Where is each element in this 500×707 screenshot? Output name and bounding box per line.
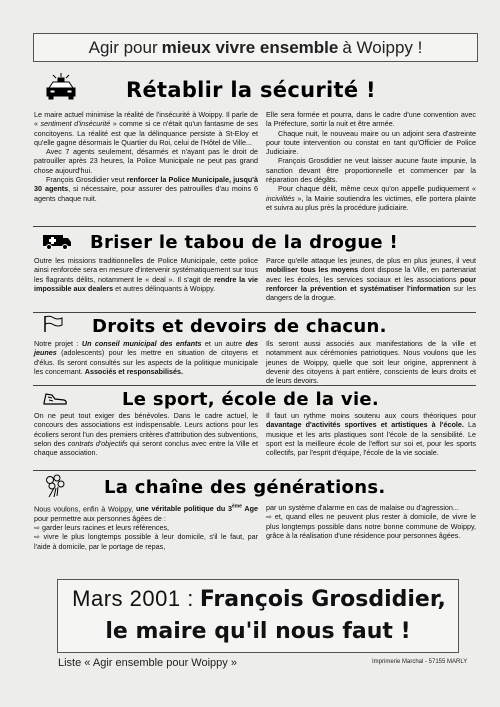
chaine-left-p1: Nous voulons, enfin à Woippy, une véritable politique du 3ème Age pour permettre aux personnes âgées de :	[34, 504, 258, 523]
banner-name: François Grosdidier,	[199, 587, 446, 612]
header-banner	[33, 33, 478, 62]
chaine-left-column	[34, 503, 258, 551]
footer-list-name: Liste « Agir ensemble pour Woippy »	[58, 657, 237, 669]
header-pre: Agir pour	[88, 37, 158, 57]
sneaker-icon	[42, 389, 68, 407]
securite-right-p1: Elle sera formée et pourra, dans le cadre d'une convention avec la Préfecture, sortir la nuit et être armée.	[266, 110, 476, 129]
section-divider	[33, 385, 476, 386]
section-divider	[33, 470, 476, 471]
securite-left-p3: François Grosdidier veut renforcer la Police Municipale, jusqu'à 30 agents, si nécessaire, pour assurer des patrouilles d'au moins 6 agents chaque nuit.	[34, 175, 258, 203]
drogue-left-p: Outre les missions traditionnelles de Police Municipale, cette police ainsi renforcée sera en mesure d'intervenir systématiquement sur tous les flagrants délits, notamment le « deal ». Il s'agit de rendre la vie impossible aux dealers et autres délinquants à Woippy.	[34, 256, 258, 293]
droits-left-p: Notre projet : Un conseil municipal des enfants et un autre des jeunes (adolescents) pour les mettre en situation de citoyens et d'élus. Ils seront consultés sur les aspects de la politique municipale les concernant. Associés et responsabilisés.	[34, 339, 259, 376]
securite-left-p1: Le maire actuel minimise la réalité de l'insécurité à Woippy. Il parle de « sentiment d'insécurité » comme si ce n'était qu'un fantasme de ses concitoyens. La réalité est que la délinquance persiste à St-Eloy et qu'elle gagne désormais le Quartier du Roi, celui de l'Hôtel de Ville...	[34, 110, 258, 147]
chaine-right-column	[266, 503, 476, 540]
drogue-right-column	[266, 256, 476, 302]
securite-left-column	[34, 110, 258, 203]
securite-right-column	[266, 110, 476, 212]
footer-printer: Imprimerie Marchal - 57155 MARLY	[372, 659, 468, 665]
section-divider	[33, 312, 476, 313]
drogue-left-column	[34, 256, 258, 293]
candidate-banner	[57, 579, 459, 653]
chaine-left-bullet2: ⇨ vivre le plus longtemps possible à leur domicile, s'il le faut, par l'aide à domicile, par le portage de repas,	[34, 532, 258, 551]
ambulance-icon	[42, 231, 72, 251]
sport-right-p: Il faut un rythme moins soutenu aux cours théoriques pour davantage d'activités sportives et artistiques à l'école. La musique et les arts plastiques sont l'école de la sensibilité. Le sport est la meilleure école de l'effort sur soi et, pour les sports collectifs, par l'esprit d'équipe, l'école de la vie sociale.	[266, 411, 476, 458]
banner-date: Mars 2001 :	[72, 586, 194, 611]
chaine-left-bullet1: ⇨ garder leurs racines et leurs références,	[34, 522, 170, 532]
securite-left-p2: Avec 7 agents seulement, désarmés et n'ayant pas le droit de patrouiller après 23 heures, la Police Municipale ne peut pas grand chose aujourd'hui.	[34, 147, 258, 175]
sport-right-column	[266, 411, 476, 457]
sport-left-p: On ne peut tout exiger des bénévoles. Dans le cadre actuel, le concours des associations est indispensable. Leurs actions pour les écoliers seront l'un des premiers critères d'attribution des subventions, selon des contrats d'objectifs qui seront conclus avec entre la Ville et chaque association.	[34, 411, 258, 458]
section-title-securite: Rétablir la sécurité !	[126, 78, 376, 102]
section-title-drogue: Briser le tabou de la drogue !	[90, 232, 399, 253]
flag-icon	[42, 315, 64, 333]
drogue-right-p: Parce qu'elle attaque les jeunes, de plus en plus jeunes, il veut mobiliser tous les moyens dont dispose la Ville, en partenariat avec les écoles, les services sociaux et les associations pour renforcer la prévention et systématiser l'information sur les dangers de la drogue.	[266, 256, 476, 303]
section-title-sport: Le sport, école de la vie.	[122, 389, 380, 410]
droits-right-p: Ils seront aussi associés aux manifestations de la ville et notamment aux cérémonies patriotiques. Nous voulons que les jeunes de Woippy, quelle que soit leur origine, apprennent à devenir des citoyens à part entière, conscients de leurs droits et de leurs devoirs.	[266, 339, 476, 386]
droits-right-column	[266, 339, 476, 385]
securite-right-p4: Pour chaque délit, même ceux qu'on appelle pudiquement « incivilités », la Mairie soutiendra les victimes, elle portera plainte et suivra au plus près la procédure judiciaire.	[266, 184, 476, 212]
section-divider	[33, 226, 476, 227]
section-title-droits: Droits et devoirs de chacun.	[92, 316, 387, 337]
banner-slogan: le maire qu'il nous faut !	[105, 619, 411, 644]
header-bold: mieux vivre ensemble	[161, 37, 339, 57]
chaine-right-p1: par un système d'alarme en cas de malaise ou d'agression...	[266, 503, 459, 512]
flower-bouquet-icon	[42, 474, 68, 498]
securite-right-p3: François Grosdidier ne veut laisser aucune faute impunie, la sanction devant être proportionnelle et commencer par la réparation des dégâts.	[266, 156, 476, 185]
police-car-icon	[44, 72, 78, 102]
securite-right-p2: Chaque nuit, le nouveau maire ou un adjoint sera d'astreinte pour toute intervention ou constat en tant qu'Officier de Police Judiciaire.	[266, 128, 476, 157]
sport-left-column	[34, 411, 258, 457]
chaine-right-bullet: ⇨ et, quand elles ne peuvent plus rester à domicile, de vivre le plus longtemps possible dans notre bonne commune de Woippy, grâce à la réalisation d'une résidence pour personnes âgées.	[266, 512, 476, 540]
header-post: à Woippy !	[342, 37, 423, 57]
section-title-chaine: La chaîne des générations.	[104, 477, 386, 498]
droits-left-column	[34, 339, 258, 376]
